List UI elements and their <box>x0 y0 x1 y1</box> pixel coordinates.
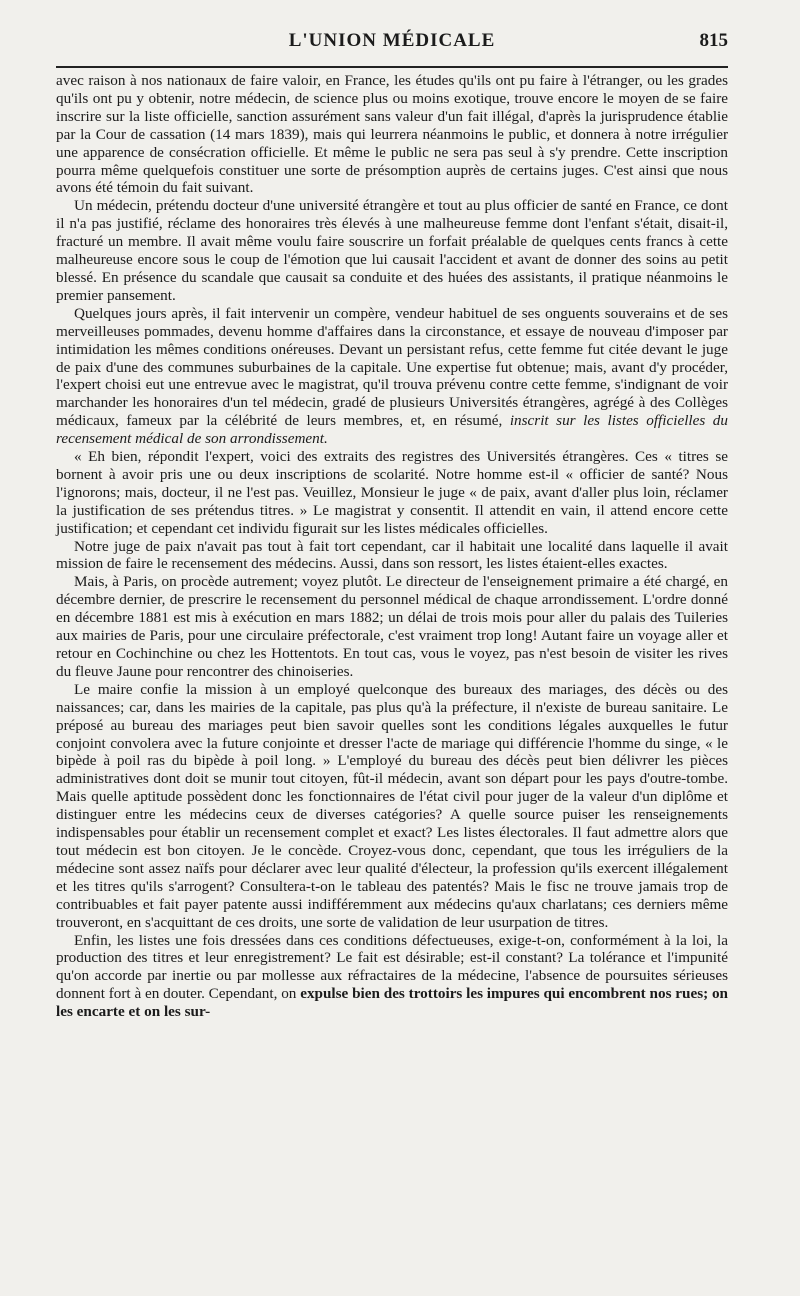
paragraph-text: Enfin, les listes une fois dressées dans ces conditions défectueuses, exige-t-on, conformément à la loi, la production des titres et leur enregistrement? Le fait est désirable; est-il constant? La tolérance et l'impunité qu'on accorde par inertie ou par mollesse aux réfractaires de la médecine, l'absence de poursuites sérieuses donnent fort à en douter. Cependant, on <box>56 931 728 1003</box>
paragraph <box>56 197 728 304</box>
page-number: 815 <box>699 30 728 51</box>
paragraph <box>56 305 728 448</box>
paragraph <box>56 932 728 1022</box>
paragraph <box>56 538 728 574</box>
paragraph <box>56 448 728 538</box>
paragraph-text: Notre juge de paix n'avait pas tout à fait tort cependant, car il habitait une localité dans laquelle il avait mission de faire le recensement des médecins. Aussi, dans son ressort, les listes étaient-elles exactes. <box>56 537 728 573</box>
paragraph-text: avec raison à nos nationaux de faire valoir, en France, les études qu'ils ont pu faire à l'étranger, ou les grades qu'ils ont pu y obtenir, notre médecin, de science plus ou moins exotique, trouve encore le moyen de se faire inscrire sur la liste officielle, sanction assurément sans valeur d'un fait illégal, d'après la jurisprudence établie par la Cour de cassation (14 mars 1839), mais qui leurrera néanmoins le public, et donnera à notre irrégulier une apparence de consécration officielle. Et même le public ne sera pas seul à s'y prendre. Cette inscription pourra même quelquefois constituer une sorte de présomption auprès de certains juges. C'est ainsi que nous avons été témoin du fait suivant. <box>56 72 728 197</box>
paragraph-text: « Eh bien, répondit l'expert, voici des extraits des registres des Universités étrangères. Ces « titres se bornent à avoir pris une ou deux inscriptions de scolarité. Notre homme est-il « officier de santé? Nous l'ignorons; mais, docteur, il ne l'est pas. Veuillez, Monsieur le juge « de paix, avant d'aller plus loin, réclamer la justification de ses prétendus titres. » Le magistrat y consentit. Il attendit en vain, il attend encore cette justification; et cependant cet individu figurait sur les listes médicales officielles. <box>56 448 728 537</box>
paragraph-text: Quelques jours après, il fait intervenir un compère, vendeur habituel de ses onguents souverains et de ses merveilleuses pommades, devenu homme d'affaires dans la circonstance, et essaye de nouveau d'imposer par intimidation les mêmes conditions onéreuses. Devant un persistant refus, cette femme fut citée devant le juge de paix d'une des communes suburbaines de la capitale. Une expertise fut obtenue; mais, avant d'y procéder, l'expert choisi eut une entrevue avec le magistrat, qu'il trouva prévenu contre cette femme, s'indignant de voir marchander les honoraires d'un tel médecin, gradé de plusieurs Universités étrangères, agrégé à des Collèges médicaux, fameux par la célébrité de leurs membres, et, en résumé, <box>56 304 728 430</box>
body-text <box>56 72 728 1021</box>
paragraph <box>56 573 728 680</box>
paragraph <box>56 681 728 932</box>
running-title: L'UNION MÉDICALE <box>288 30 496 51</box>
paragraph-text: Un médecin, prétendu docteur d'une université étrangère et tout au plus officier de santé en France, ce dont il n'a pas justifié, réclame des honoraires très élevés à une malheureuse femme dont l'enfant s'était, disait-il, fracturé un membre. Il avait même voulu faire souscrire un forfait préalable de quelques cents francs à cette malheureuse encore sous le coup de l'émotion que lui causait l'accident et avant de donner des soins au petit blessé. En présence du scandale que causait sa conduite et des huées des assistants, il pratique néanmoins le premier pansement. <box>56 197 728 304</box>
page-header <box>56 30 728 58</box>
header-rule <box>56 66 728 68</box>
paragraph-text: Le maire confie la mission à un employé quelconque des bureaux des mariages, des décès ou des naissances; car, dans les mairies de la capitale, pas plus qu'à la préfecture, il n'existe de bureau sanitaire. Le préposé au bureau des mariages peut bien savoir quelles sont les conditions légales auxquelles le futur conjoint convolera avec la future conjointe et dresser l'acte de mariage qui différencie l'homme du singe, « le bipède à poil ras du bipède à poil long. » L'employé du bureau des décès peut bien délivrer les pièces administratives dont doit se munir tout citoyen, fût-il médecin, avant son départ pour les pays d'outre-tombe. Mais quelle aptitude possèdent donc les fonctionnaires de l'état civil pour juger de la valeur d'un diplôme et distinguer entre les médecins ceux de diverses catégories? A quelle source puiser les renseignements indispensables pour établir un recensement complet et exact? Les listes électorales. Il faut admettre alors que tout médecin est bon citoyen. Je le concède. Croyez-vous donc, cependant, que tous les irréguliers de la médecine sont assez naïfs pour déclarer avec leur qualité d'électeur, la profession qu'ils exercent illégalement et les titres qu'ils s'arrogent? Consultera-t-on le tableau des patentés? Mais le fisc ne trouve jamais trop de contribuables et fait payer patente aussi indifféremment aux médecins qu'aux charlatans; ces derniers même trouveront, en s'acquittant de ces droits, une sorte de validation de leur usurpation de titres. <box>56 680 728 931</box>
paragraph-bold-text: expulse bien des trottoirs les impures qui encombrent nos rues; on les encarte et on les sur- <box>56 985 729 1021</box>
paragraph-text: Mais, à Paris, on procède autrement; voyez plutôt. Le directeur de l'enseignement primaire a été chargé, en décembre dernier, de prescrire le recensement du personnel médical de chaque arrondissement. L'ordre donné en décembre 1881 est mis à exécution en mars 1882; un délai de trois mois pour aller du palais des Tuileries aux mairies de Paris, pour une circulaire préfectorale, c'est vraiment trop long! Autant faire un voyage aller et retour en Cochinchine ou chez les Hottentots. En tout cas, vous le voyez, pas n'est besoin de visiter les rives du fleuve Jaune pour rencontrer des chinoiseries. <box>56 573 728 680</box>
paragraph-italic-text: inscrit sur les listes officielles du recensement médical de son arrondissement. <box>56 412 728 448</box>
paragraph <box>56 72 728 197</box>
